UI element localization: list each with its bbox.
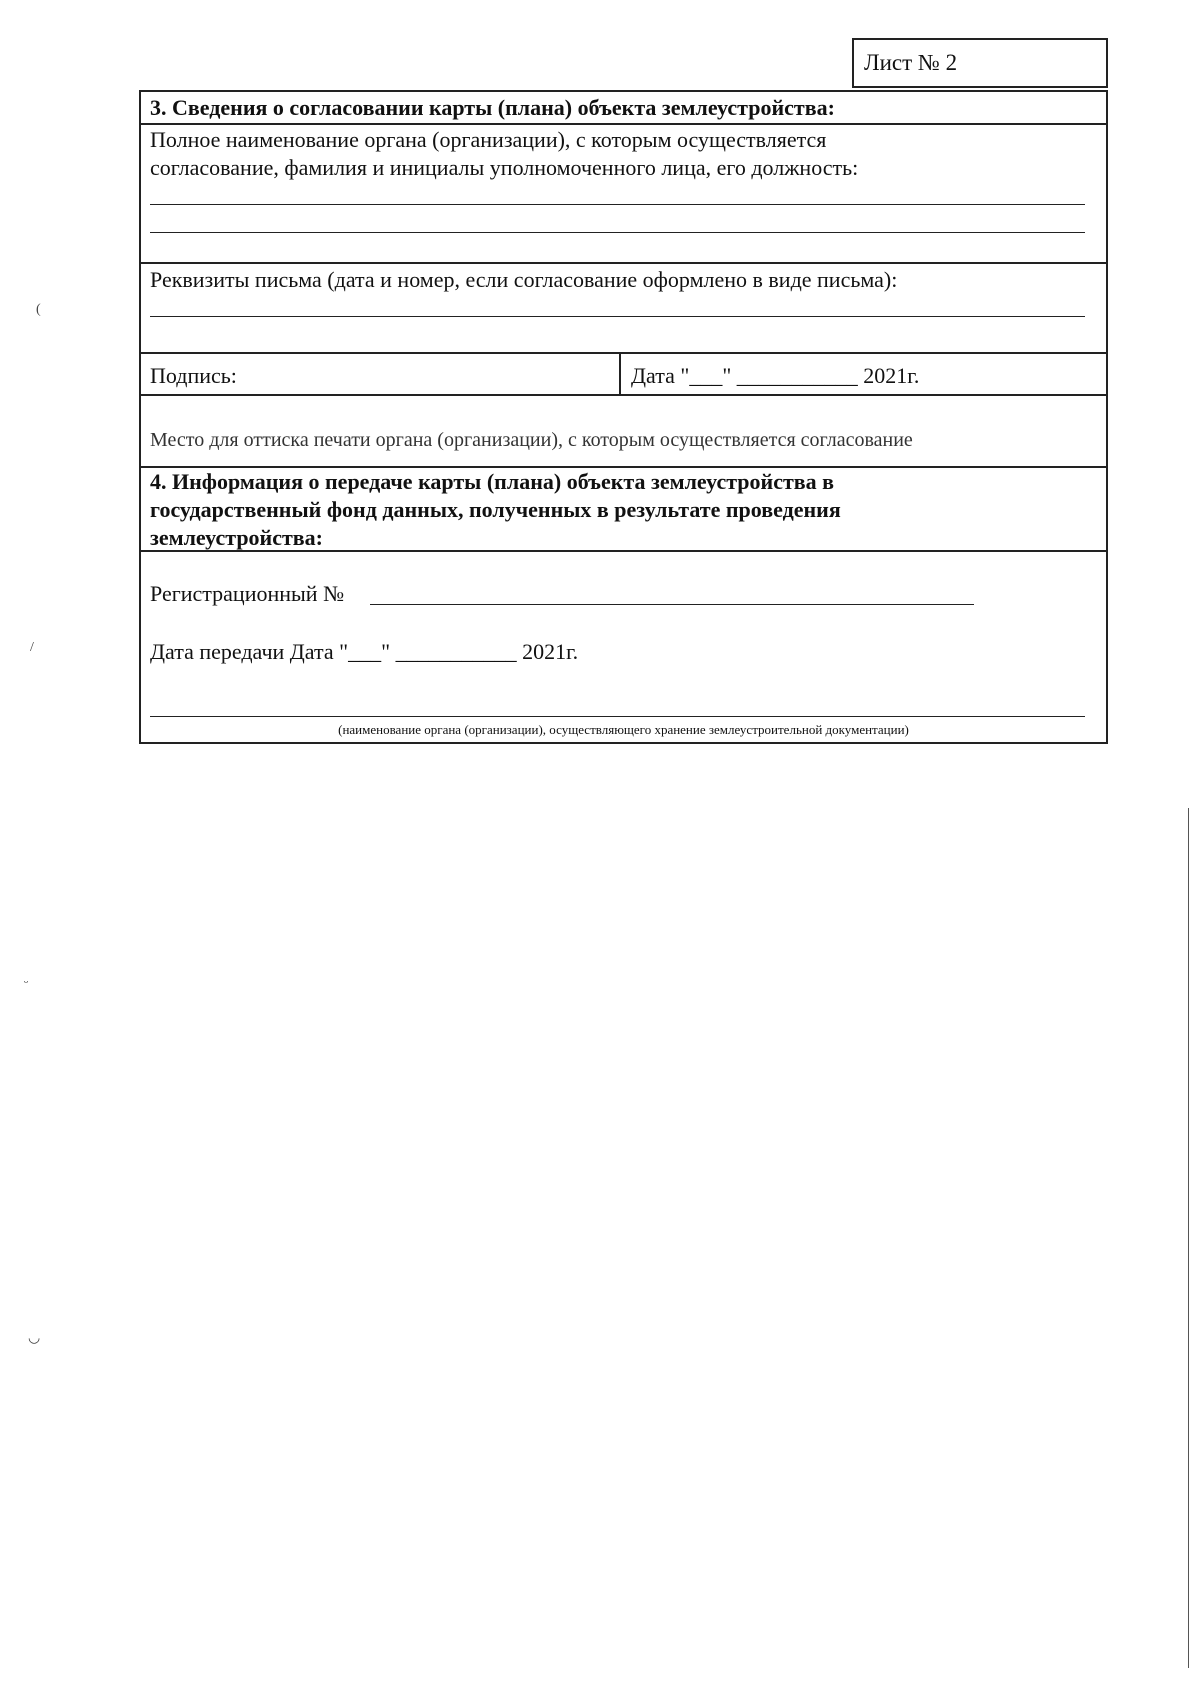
signature-date-divider xyxy=(619,352,621,394)
sheet-number-box xyxy=(852,38,1108,88)
org-fill-line-1[interactable] xyxy=(150,204,1085,205)
registration-fill-line[interactable] xyxy=(370,604,974,605)
registration-label: Регистрационный № xyxy=(150,581,345,606)
letter-details-label: Реквизиты письма (дата и номер, если согласование оформлено в виде письма): xyxy=(150,267,898,292)
scan-edge-line xyxy=(1188,808,1189,1668)
scan-speck: ◡ xyxy=(28,1331,41,1346)
section4-title-line3: землеустройства: xyxy=(150,525,324,550)
org-fill-line-2[interactable] xyxy=(150,232,1085,233)
sheet-number: Лист № 2 xyxy=(864,50,958,75)
section4-title-line2: государственный фонд данных, полученных в результате проведения xyxy=(150,497,841,522)
organization-caption: (наименование органа (организации), осуществляющего хранение землеустроительной документации) xyxy=(338,722,909,737)
divider xyxy=(141,394,1106,396)
approval-form xyxy=(139,90,1108,744)
divider xyxy=(141,352,1106,354)
divider xyxy=(141,123,1106,125)
transfer-date[interactable]: Дата передачи Дата "___" ___________ 2021г. xyxy=(150,639,579,664)
letter-fill-line[interactable] xyxy=(150,316,1085,317)
divider xyxy=(141,550,1106,552)
signature-label: Подпись: xyxy=(150,363,237,388)
org-description-line1: Полное наименование органа (организации), с которым осуществляется xyxy=(150,127,827,152)
organization-fill-line[interactable] xyxy=(150,716,1085,717)
org-description-line2: согласование, фамилия и инициалы уполномоченного лица, его должность: xyxy=(150,155,859,180)
section4-title-line1: 4. Информация о передаче карты (плана) объекта землеустройства в xyxy=(150,469,835,494)
approval-date[interactable]: Дата "___" ___________ 2021г. xyxy=(631,363,920,388)
scan-speck: ᵕ xyxy=(24,976,29,991)
scan-speck: / xyxy=(30,640,34,655)
stamp-place-label: Место для оттиска печати органа (организации), с которым осуществляется согласование xyxy=(150,429,913,451)
divider xyxy=(141,262,1106,264)
section3-title: 3. Сведения о согласовании карты (плана) объекта землеустройства: xyxy=(150,95,835,120)
scan-speck: ( xyxy=(36,302,41,317)
